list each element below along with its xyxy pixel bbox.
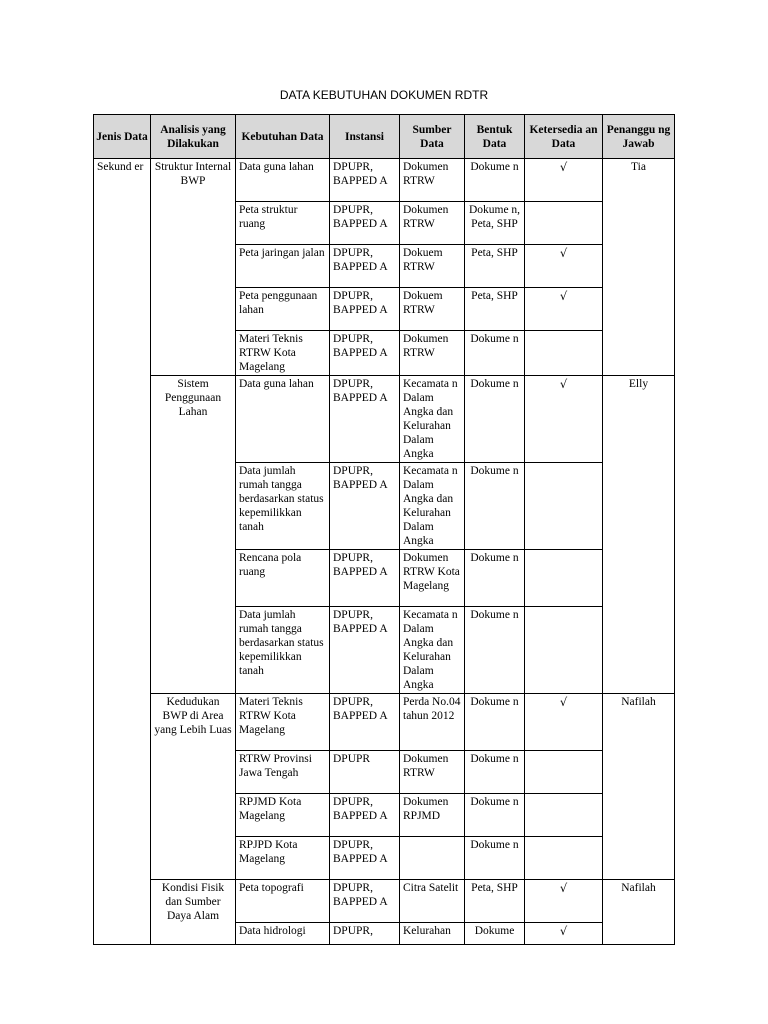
kebutuhan-cell: Peta penggunaan lahan — [236, 288, 330, 331]
kebutuhan-cell: RPJPD Kota Magelang — [236, 837, 330, 880]
analisis-cell: Struktur Internal BWP — [151, 159, 236, 376]
header-kebutuhan-data: Kebutuhan Data — [236, 115, 330, 159]
table-row — [94, 880, 675, 923]
header-instansi: Instansi — [330, 115, 400, 159]
kebutuhan-cell: Peta jaringan jalan — [236, 245, 330, 288]
bentuk-cell: Peta, SHP — [465, 288, 525, 331]
rdtr-data-table — [93, 114, 675, 945]
kebutuhan-cell: Data guna lahan — [236, 159, 330, 202]
kebutuhan-cell: Data jumlah rumah tangga berdasarkan status kepemilikkan tanah — [236, 607, 330, 694]
instansi-cell: DPUPR, BAPPED A — [330, 331, 400, 376]
kebutuhan-cell: Data jumlah rumah tangga berdasarkan status kepemilikkan tanah — [236, 463, 330, 550]
ketersediaan-cell — [525, 607, 603, 694]
sumber-cell: Kecamata n Dalam Angka dan Kelurahan Dalam Angka — [400, 607, 465, 694]
kebutuhan-cell: Rencana pola ruang — [236, 550, 330, 607]
kebutuhan-cell: Peta struktur ruang — [236, 202, 330, 245]
bentuk-cell: Dokume n — [465, 607, 525, 694]
header-ketersediaan-data: Ketersedia an Data — [525, 115, 603, 159]
kebutuhan-cell: RPJMD Kota Magelang — [236, 794, 330, 837]
bentuk-cell: Peta, SHP — [465, 245, 525, 288]
ketersediaan-cell — [525, 794, 603, 837]
kebutuhan-cell: Materi Teknis RTRW Kota Magelang — [236, 331, 330, 376]
ketersediaan-cell — [525, 463, 603, 550]
penanggung-jawab-cell: Tia — [603, 159, 675, 376]
sumber-cell: Dokumen RPJMD — [400, 794, 465, 837]
kebutuhan-cell: Data guna lahan — [236, 376, 330, 463]
table-row — [94, 159, 675, 202]
kebutuhan-cell: Peta topografi — [236, 880, 330, 923]
ketersediaan-cell: √ — [525, 288, 603, 331]
kebutuhan-cell: Data hidrologi — [236, 923, 330, 945]
sumber-cell: Citra Satelit — [400, 880, 465, 923]
bentuk-cell: Dokume n — [465, 751, 525, 794]
sumber-cell: Dokuem RTRW — [400, 288, 465, 331]
instansi-cell: DPUPR, BAPPED A — [330, 837, 400, 880]
jenis-data-cell: Sekund er — [94, 159, 151, 945]
header-analisis: Analisis yang Dilakukan — [151, 115, 236, 159]
instansi-cell: DPUPR — [330, 751, 400, 794]
kebutuhan-cell: Materi Teknis RTRW Kota Magelang — [236, 694, 330, 751]
bentuk-cell: Dokume n — [465, 331, 525, 376]
bentuk-cell: Dokume n — [465, 694, 525, 751]
sumber-cell: Perda No.04 tahun 2012 — [400, 694, 465, 751]
ketersediaan-cell — [525, 331, 603, 376]
instansi-cell: DPUPR, BAPPED A — [330, 550, 400, 607]
kebutuhan-cell: RTRW Provinsi Jawa Tengah — [236, 751, 330, 794]
ketersediaan-cell — [525, 550, 603, 607]
instansi-cell: DPUPR, BAPPED A — [330, 880, 400, 923]
bentuk-cell: Dokume n — [465, 159, 525, 202]
penanggung-jawab-cell: Nafilah — [603, 880, 675, 945]
sumber-cell — [400, 837, 465, 880]
ketersediaan-cell: √ — [525, 159, 603, 202]
analisis-cell: Kedudukan BWP di Area yang Lebih Luas — [151, 694, 236, 880]
header-sumber-data: Sumber Data — [400, 115, 465, 159]
sumber-cell: Dokuem RTRW — [400, 245, 465, 288]
bentuk-cell: Dokume n — [465, 794, 525, 837]
ketersediaan-cell: √ — [525, 245, 603, 288]
header-bentuk-data: Bentuk Data — [465, 115, 525, 159]
analisis-cell: Kondisi Fisik dan Sumber Daya Alam — [151, 880, 236, 945]
penanggung-jawab-cell: Nafilah — [603, 694, 675, 880]
instansi-cell: DPUPR, BAPPED A — [330, 463, 400, 550]
ketersediaan-cell — [525, 202, 603, 245]
instansi-cell: DPUPR, BAPPED A — [330, 376, 400, 463]
bentuk-cell: Dokume n — [465, 550, 525, 607]
instansi-cell: DPUPR, — [330, 923, 400, 945]
header-jenis-data: Jenis Data — [94, 115, 151, 159]
instansi-cell: DPUPR, BAPPED A — [330, 159, 400, 202]
table-row — [94, 376, 675, 463]
ketersediaan-cell — [525, 837, 603, 880]
sumber-cell: Dokumen RTRW — [400, 159, 465, 202]
bentuk-cell: Dokume n — [465, 837, 525, 880]
bentuk-cell: Peta, SHP — [465, 880, 525, 923]
sumber-cell: Dokumen RTRW — [400, 331, 465, 376]
ketersediaan-cell: √ — [525, 880, 603, 923]
bentuk-cell: Dokume n, Peta, SHP — [465, 202, 525, 245]
table-row — [94, 694, 675, 751]
sumber-cell: Dokumen RTRW — [400, 202, 465, 245]
sumber-cell: Kecamata n Dalam Angka dan Kelurahan Dalam Angka — [400, 463, 465, 550]
instansi-cell: DPUPR, BAPPED A — [330, 288, 400, 331]
bentuk-cell: Dokume — [465, 923, 525, 945]
table-header-row — [94, 115, 675, 159]
ketersediaan-cell — [525, 751, 603, 794]
bentuk-cell: Dokume n — [465, 376, 525, 463]
ketersediaan-cell: √ — [525, 923, 603, 945]
instansi-cell: DPUPR, BAPPED A — [330, 607, 400, 694]
sumber-cell: Dokumen RTRW — [400, 751, 465, 794]
penanggung-jawab-cell: Elly — [603, 376, 675, 694]
header-penanggung-jawab: Penanggu ng Jawab — [603, 115, 675, 159]
sumber-cell: Kecamata n Dalam Angka dan Kelurahan Dalam Angka — [400, 376, 465, 463]
instansi-cell: DPUPR, BAPPED A — [330, 245, 400, 288]
analisis-cell: Sistem Penggunaan Lahan — [151, 376, 236, 694]
sumber-cell: Dokumen RTRW Kota Magelang — [400, 550, 465, 607]
document-title: DATA KEBUTUHAN DOKUMEN RDTR — [279, 88, 489, 102]
instansi-cell: DPUPR, BAPPED A — [330, 202, 400, 245]
ketersediaan-cell: √ — [525, 694, 603, 751]
bentuk-cell: Dokume n — [465, 463, 525, 550]
sumber-cell: Kelurahan — [400, 923, 465, 945]
ketersediaan-cell: √ — [525, 376, 603, 463]
instansi-cell: DPUPR, BAPPED A — [330, 794, 400, 837]
instansi-cell: DPUPR, BAPPED A — [330, 694, 400, 751]
